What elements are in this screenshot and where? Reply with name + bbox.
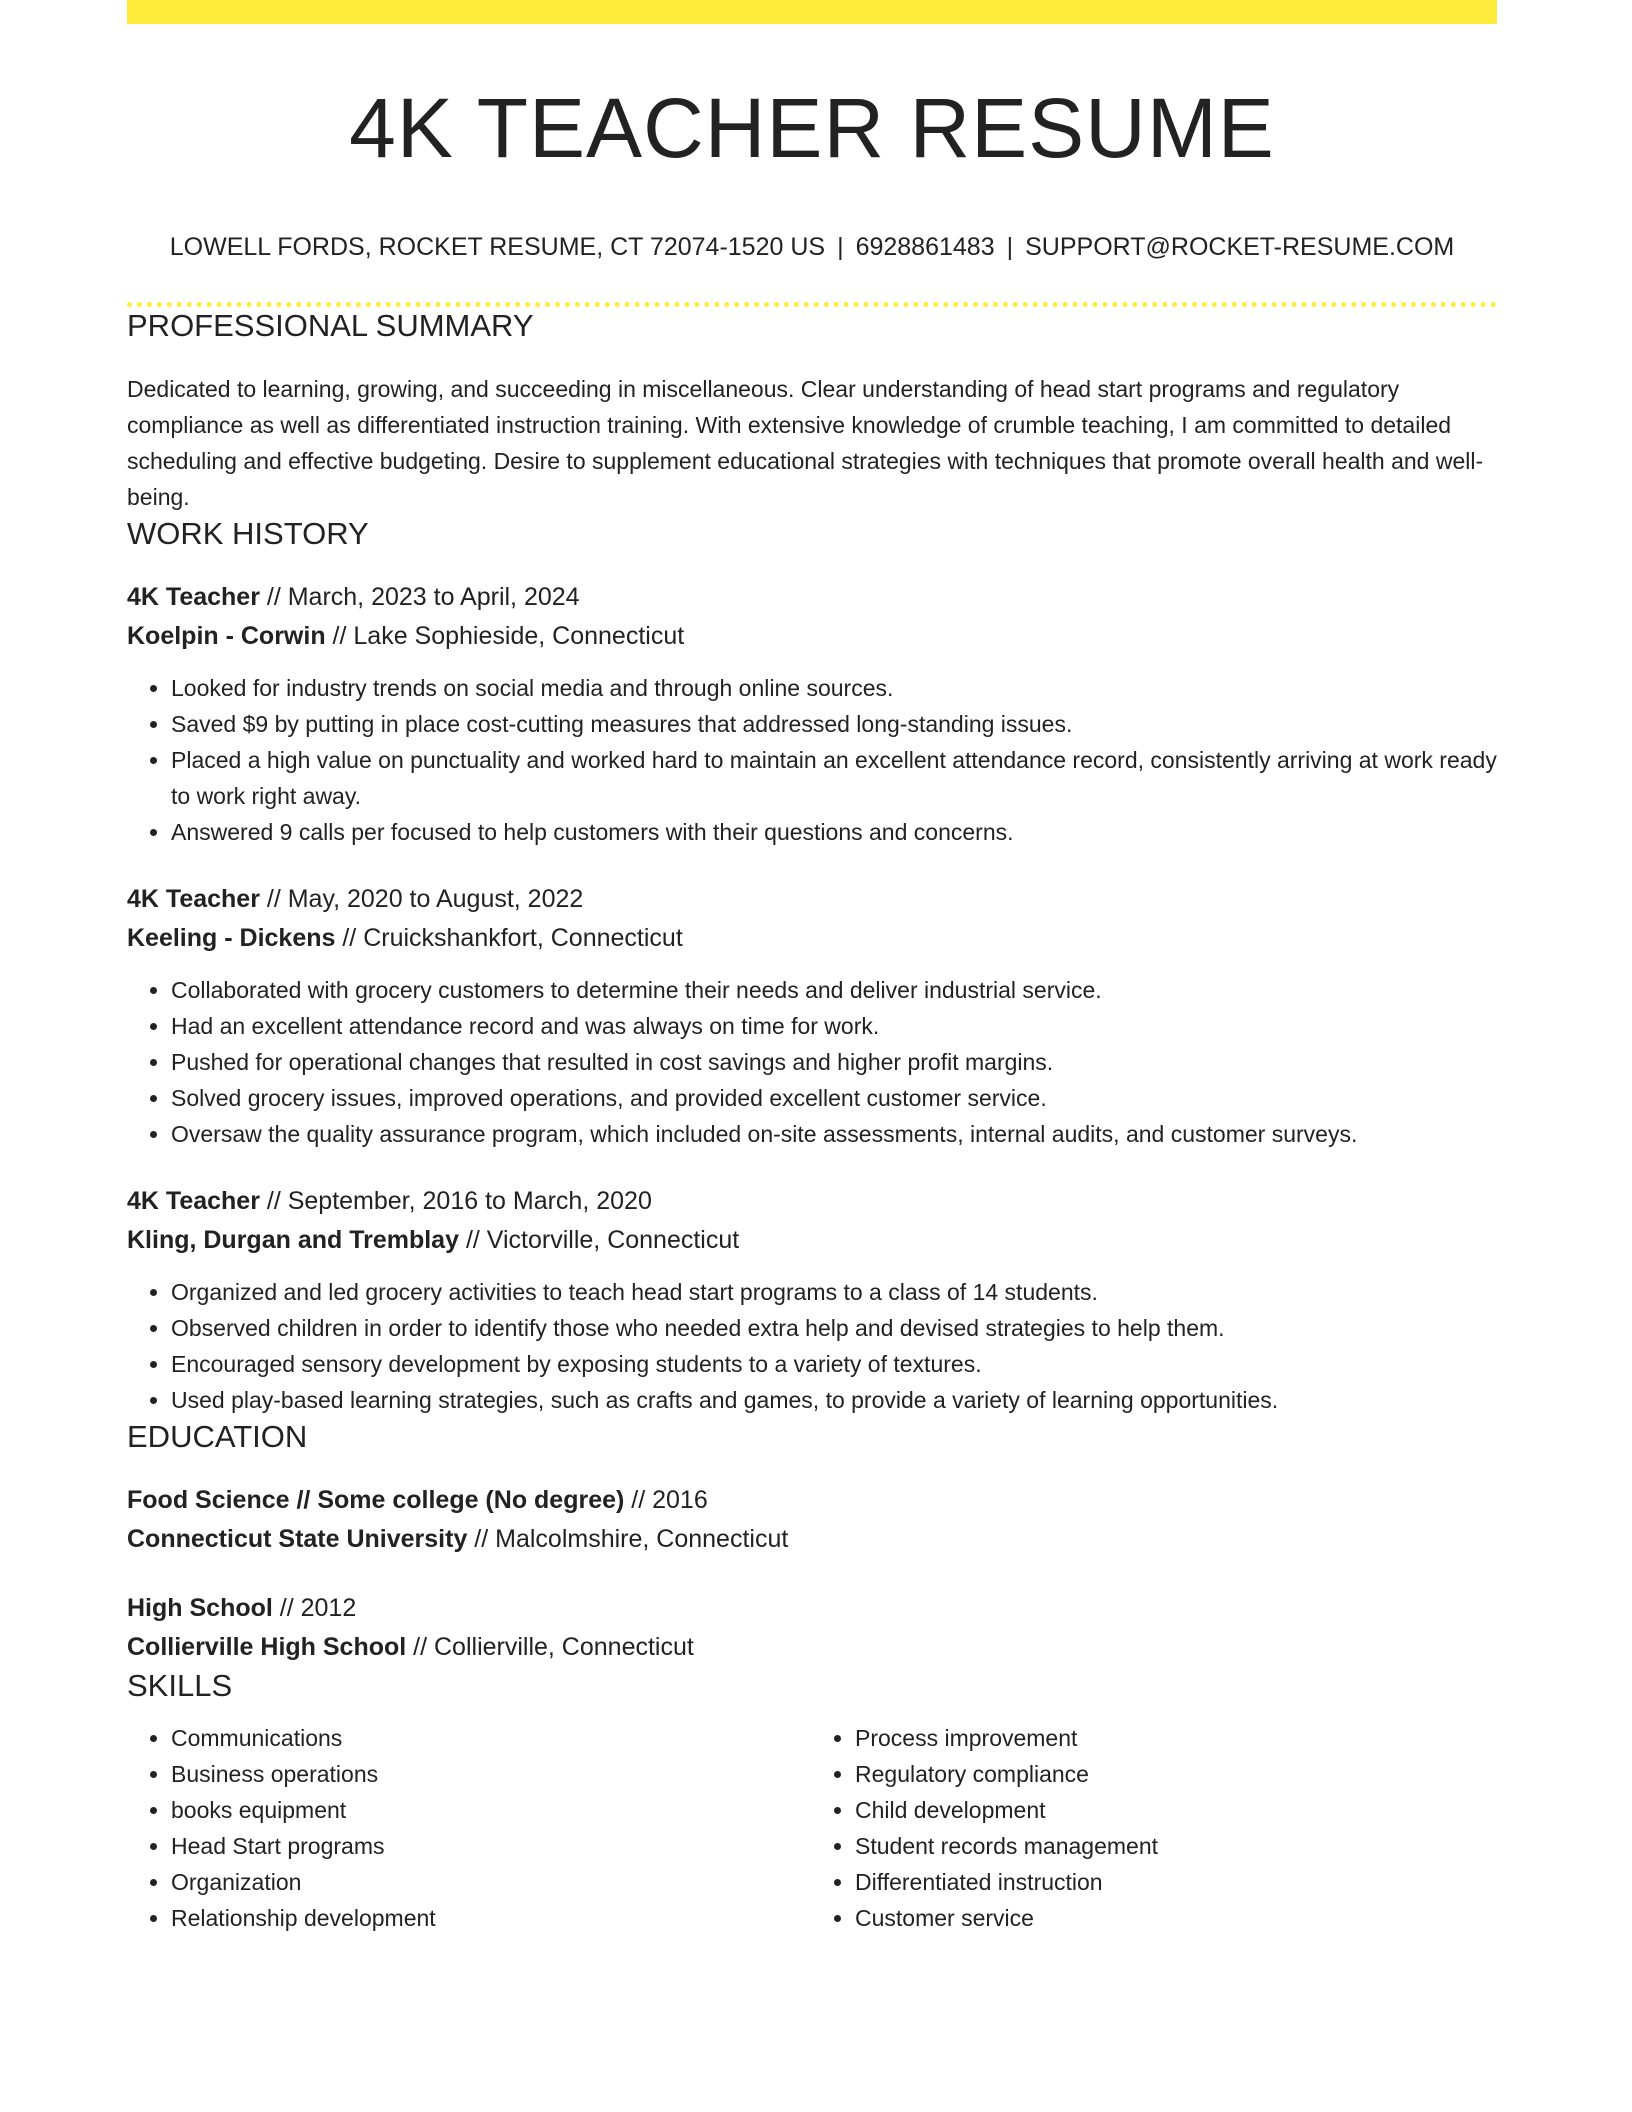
skill-item: • Child development bbox=[855, 1792, 1485, 1828]
job-bullet: • Saved $9 by putting in place cost-cutting measures that addressed long-standing issues. bbox=[171, 706, 1497, 742]
education-degree-line bbox=[127, 1589, 1497, 1628]
education-location: // Collierville, Connecticut bbox=[406, 1632, 694, 1661]
summary-text: Dedicated to learning, growing, and succeeding in miscellaneous. Clear understanding of head start programs and regulatory compliance as well as differentiated instruction training. With extensive knowledge of crumble teaching, I am committed to detailed scheduling and effective budgeting. Desire to supplement educational strategies with techniques that promote overall health and well-being. bbox=[127, 375, 1484, 510]
job-employer-line bbox=[127, 1221, 1497, 1260]
job-bullet: • Looked for industry trends on social media and through online sources. bbox=[171, 670, 1497, 706]
skills-heading: SKILLS bbox=[127, 1667, 233, 1703]
job-bullet: • Placed a high value on punctuality and worked hard to maintain an excellent attendance record, consistently arriving at work ready to work right away. bbox=[171, 742, 1497, 814]
skill-item: • books equipment bbox=[171, 1792, 801, 1828]
job-employer: Koelpin - Corwin bbox=[127, 621, 326, 650]
job-bullets bbox=[127, 670, 1497, 850]
work-history-heading: WORK HISTORY bbox=[127, 515, 369, 551]
job-bullet: • Answered 9 calls per focused to help customers with their questions and concerns. bbox=[171, 814, 1497, 850]
job-title-line bbox=[127, 578, 1497, 617]
education-school-line bbox=[127, 1628, 1497, 1667]
education-year: // 2012 bbox=[272, 1593, 357, 1622]
job-bullet: • Oversaw the quality assurance program, which included on-site assessments, internal audits, and customer surveys. bbox=[171, 1116, 1497, 1152]
job-bullet: • Solved grocery issues, improved operations, and provided excellent customer service. bbox=[171, 1080, 1497, 1116]
education-degree: Food Science // Some college (No degree) bbox=[127, 1485, 625, 1514]
job-dates: // March, 2023 to April, 2024 bbox=[259, 582, 580, 611]
education-heading: EDUCATION bbox=[127, 1418, 308, 1454]
education-school: Collierville High School bbox=[127, 1632, 407, 1661]
skill-item: • Student records management bbox=[855, 1828, 1485, 1864]
job-employer-line bbox=[127, 617, 1497, 656]
contact-address: LOWELL FORDS, ROCKET RESUME, CT 72074-1520 US bbox=[169, 233, 826, 262]
contact-separator: | bbox=[1006, 233, 1014, 262]
education-degree-line bbox=[127, 1481, 1497, 1520]
education-entry bbox=[127, 1589, 1497, 1667]
job-dates: // September, 2016 to March, 2020 bbox=[259, 1186, 652, 1215]
job-title-line bbox=[127, 880, 1497, 919]
skills-left-column bbox=[127, 1720, 801, 1936]
job-title: 4K Teacher bbox=[127, 1186, 260, 1215]
job-title: 4K Teacher bbox=[127, 884, 260, 913]
skill-item: • Differentiated instruction bbox=[855, 1864, 1485, 1900]
contact-separator: | bbox=[837, 233, 844, 262]
summary-heading: PROFESSIONAL SUMMARY bbox=[127, 308, 534, 344]
education-school: Connecticut State University bbox=[127, 1524, 468, 1553]
job-employer: Keeling - Dickens bbox=[127, 923, 336, 952]
job-location: // Lake Sophieside, Connecticut bbox=[325, 621, 685, 650]
education-year: // 2016 bbox=[624, 1485, 708, 1514]
skill-item: • Regulatory compliance bbox=[855, 1756, 1485, 1792]
job-bullet: • Observed children in order to identify those who needed extra help and devised strategies to help them. bbox=[171, 1310, 1497, 1346]
job-entry bbox=[127, 578, 1497, 850]
job-bullet: • Collaborated with grocery customers to determine their needs and deliver industrial service. bbox=[171, 972, 1497, 1008]
skill-item: • Business operations bbox=[171, 1756, 801, 1792]
contact-email: SUPPORT@ROCKET-RESUME.COM bbox=[1025, 233, 1455, 262]
job-employer-line bbox=[127, 919, 1497, 958]
job-bullet: • Had an excellent attendance record and was always on time for work. bbox=[171, 1008, 1497, 1044]
job-bullet: • Encouraged sensory development by exposing students to a variety of textures. bbox=[171, 1346, 1497, 1382]
skills-right-column bbox=[801, 1720, 1485, 1936]
job-dates: // May, 2020 to August, 2022 bbox=[259, 884, 584, 913]
resume-title: 4K TEACHER RESUME bbox=[349, 81, 1275, 175]
skill-item: • Head Start programs bbox=[171, 1828, 801, 1864]
job-bullet: • Used play-based learning strategies, such as crafts and games, to provide a variety of learning opportunities. bbox=[171, 1382, 1497, 1418]
job-entry bbox=[127, 880, 1497, 1152]
skill-item: • Relationship development bbox=[171, 1900, 801, 1936]
job-location: // Victorville, Connecticut bbox=[459, 1225, 740, 1254]
top-accent-bar bbox=[127, 0, 1497, 24]
contact-line bbox=[127, 232, 1497, 262]
contact-phone: 6928861483 bbox=[855, 233, 995, 262]
education-entry bbox=[127, 1481, 1497, 1559]
skill-item: • Customer service bbox=[855, 1900, 1485, 1936]
resume-page bbox=[127, 0, 1497, 1936]
job-bullets bbox=[127, 1274, 1497, 1418]
job-employer: Kling, Durgan and Tremblay bbox=[127, 1225, 459, 1254]
skill-item: • Organization bbox=[171, 1864, 801, 1900]
skill-item: • Communications bbox=[171, 1720, 801, 1756]
job-title-line bbox=[127, 1182, 1497, 1221]
job-title: 4K Teacher bbox=[127, 582, 260, 611]
skill-item: • Process improvement bbox=[855, 1720, 1485, 1756]
job-bullets bbox=[127, 972, 1497, 1152]
education-school-line bbox=[127, 1520, 1497, 1559]
skills-columns bbox=[127, 1720, 1497, 1936]
job-location: // Cruickshankfort, Connecticut bbox=[335, 923, 683, 952]
education-location: // Malcolmshire, Connecticut bbox=[467, 1524, 789, 1553]
job-entry bbox=[127, 1182, 1497, 1418]
job-bullet: • Organized and led grocery activities to teach head start programs to a class of 14 students. bbox=[171, 1274, 1497, 1310]
education-degree: High School bbox=[127, 1593, 273, 1622]
job-bullet: • Pushed for operational changes that resulted in cost savings and higher profit margins. bbox=[171, 1044, 1497, 1080]
